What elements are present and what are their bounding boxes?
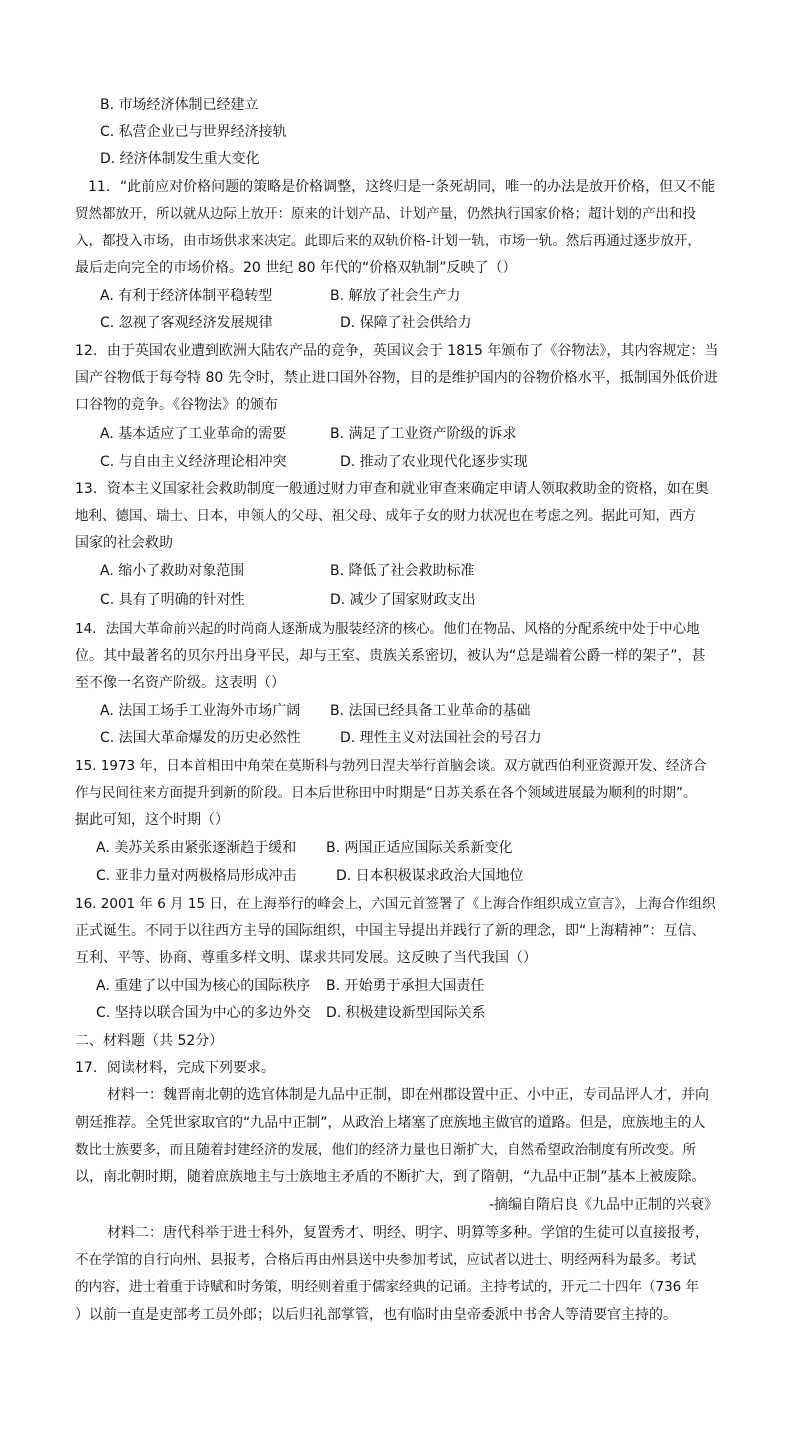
q13-option-b: B. 降低了社会救助标准: [330, 563, 475, 579]
q13-stem: 国家的社会救助: [75, 535, 173, 551]
q16-option-d: D. 积极建设新型国际关系: [326, 1005, 486, 1021]
material-two: 材料二：唐代科举于进士科外，复置秀才、明经、明字、明算等多种。学馆的生徒可以直接报考，: [107, 1225, 709, 1241]
q10-option-b: B. 市场经济体制已经建立: [100, 97, 259, 113]
q14-stem: 14．法国大革命前兴起的时尚商人逐渐成为服装经济的核心。他们在物品、风格的分配系统中处于中心地: [75, 621, 700, 637]
q17-instruction: 17．阅读材料，完成下列要求。: [75, 1060, 275, 1076]
q11-stem: 贸然都放开，所以就从边际上放开：原来的计划产品、计划产量，仍然执行国家价格；超计划的产出和投: [75, 206, 696, 222]
q13-stem: 地利、德国、瑞士、日本，申领人的父母、祖父母、成年子女的财力状况也在考虑之列。据此可知，西方: [75, 508, 696, 524]
material-two: 的内容，进士着重于诗赋和时务策，明经则着重于儒家经典的记诵。主持考试的，开元二十四年（736 年: [75, 1279, 700, 1295]
q13-option-d: D. 减少了国家财政支出: [330, 592, 476, 608]
q14-stem: 至不像一名资产阶级。这表明（）: [75, 675, 285, 691]
q12-option-d: D. 推动了农业现代化逐步实现: [340, 454, 528, 470]
q16-option-b: B. 开始勇于承担大国责任: [326, 978, 485, 994]
q11-option-a: A. 有利于经济体制平稳转型: [100, 288, 273, 304]
q12-option-c: C. 与自由主义经济理论相冲突: [100, 454, 287, 470]
material-one: 以，南北朝时期，随着庶族地主与士族地主矛盾的不断扩大，到了隋朝，“九品中正制”基本上被废除。: [75, 1169, 706, 1185]
q14-stem: 位。其中最著名的贝尔丹出身平民，却与王室、贵族关系密切，被认为“总是端着公爵一样的架子”，甚: [75, 648, 706, 664]
q11-option-d: D. 保障了社会供给力: [340, 315, 472, 331]
q15-option-a: A. 美苏关系由紧张逐渐趋于缓和: [96, 840, 297, 856]
q10-option-d: D. 经济体制发生重大变化: [100, 151, 260, 167]
q16-stem: 互利、平等、协商、尊重多样文明、谋求共同发展。这反映了当代我国（）: [75, 950, 537, 966]
q16-option-a: A. 重建了以中国为核心的国际秩序: [96, 978, 311, 994]
q12-stem: 国产谷物低于每夸特 80 先令时，禁止进口国外谷物，目的是维护国内的谷物价格水平，抵制国外低价进: [75, 370, 718, 386]
q13-option-c: C. 具有了明确的针对性: [100, 592, 245, 608]
q15-option-d: D. 日本积极谋求政治大国地位: [336, 868, 524, 884]
q14-option-d: D. 理性主义对法国社会的号召力: [340, 730, 542, 746]
q14-option-b: B. 法国已经具备工业革命的基础: [330, 703, 531, 719]
material-two: 不在学馆的自行向州、县报考，合格后再由州县送中央参加考试，应试者以进士、明经两科为最多。考试: [75, 1252, 696, 1268]
q12-stem: 口谷物的竞争。《谷物法》的颁布: [75, 397, 278, 413]
section-heading: 二、材料题（共 52分）: [75, 1033, 224, 1049]
q10-option-c: C. 私营企业已与世界经济接轨: [100, 124, 287, 140]
q15-stem: 作与民间往来方面提升到新的阶段。日本后世称田中时期是“日苏关系在各个领域进展最为顺利的时期”。: [75, 785, 697, 801]
material-one: 材料一：魏晋南北朝的选官体制是九品中正制，即在州郡设置中正、小中正，专司品评人才，并向: [107, 1087, 709, 1103]
q12-stem: 12．由于英国农业遭到欧洲大陆农产品的竞争，英国议会于 1815 年颁布了《谷物法》，其内容规定：当: [75, 343, 719, 359]
material-one: 朝廷推荐。全凭世家取官的“九品中正制”，从政治上堵塞了庶族地主做官的道路。但是，庶族地主的人: [75, 1115, 706, 1131]
material-one-source: -摘编自隋启良《九品中正制的兴衰》: [488, 1197, 718, 1213]
q12-option-a: A. 基本适应了工业革命的需要: [100, 426, 287, 442]
q16-stem: 正式诞生。不同于以往西方主导的国际组织，中国主导提出并践行了新的理念，即“上海精神”：互信、: [75, 923, 706, 939]
q11-option-b: B. 解放了社会生产力: [330, 288, 461, 304]
q12-option-b: B. 满足了工业资产阶级的诉求: [330, 426, 517, 442]
material-two: ）以前一直是吏部考工员外郎；以后归礼部掌管，也有临时由皇帝委派中书舍人等清要官主持的。: [75, 1307, 677, 1323]
q13-stem: 13．资本主义国家社会救助制度一般通过财力审查和就业审查来确定申请人领取救助金的资格，如在奥: [75, 481, 709, 497]
q16-option-c: C. 坚持以联合国为中心的多边外交: [96, 1005, 311, 1021]
q14-option-c: C. 法国大革命爆发的历史必然性: [100, 730, 301, 746]
q11-stem: 最后走向完全的市场价格。20 世纪 80 年代的“价格双轨制”反映了（）: [75, 260, 517, 276]
q15-option-c: C. 亚非力量对两极格局形成冲击: [96, 868, 297, 884]
q11-option-c: C. 忽视了客观经济发展规律: [100, 315, 273, 331]
q15-stem: 15. 1973 年，日本首相田中角荣在莫斯科与勃列日涅夫举行首脑会谈。双方就西伯利亚资源开发、经济合: [75, 758, 707, 774]
q14-option-a: A. 法国工场手工业海外市场广阔: [100, 703, 301, 719]
material-one: 数比士族要多，而且随着封建经济的发展，他们的经济力量也日渐扩大，自然希望政治制度有所改变。所: [75, 1142, 696, 1158]
q13-option-a: A. 缩小了救助对象范围: [100, 563, 245, 579]
q11-stem: 入，都投入市场，由市场供求来决定。此即后来的双轨价格-计划一轨，市场一轨。然后再通过逐步放开，: [75, 233, 701, 249]
q16-stem: 16. 2001 年 6 月 15 日，在上海举行的峰会上，六国元首签署了《上海合作组织成立宣言》，上海合作组织: [75, 896, 716, 912]
q15-stem: 据此可知，这个时期（）: [75, 812, 229, 828]
q15-option-b: B. 两国正适应国际关系新变化: [326, 840, 513, 856]
q11-stem: 11．“此前应对价格问题的策略是价格调整，这终归是一条死胡同，唯一的办法是放开价格，但又不能: [88, 179, 716, 195]
